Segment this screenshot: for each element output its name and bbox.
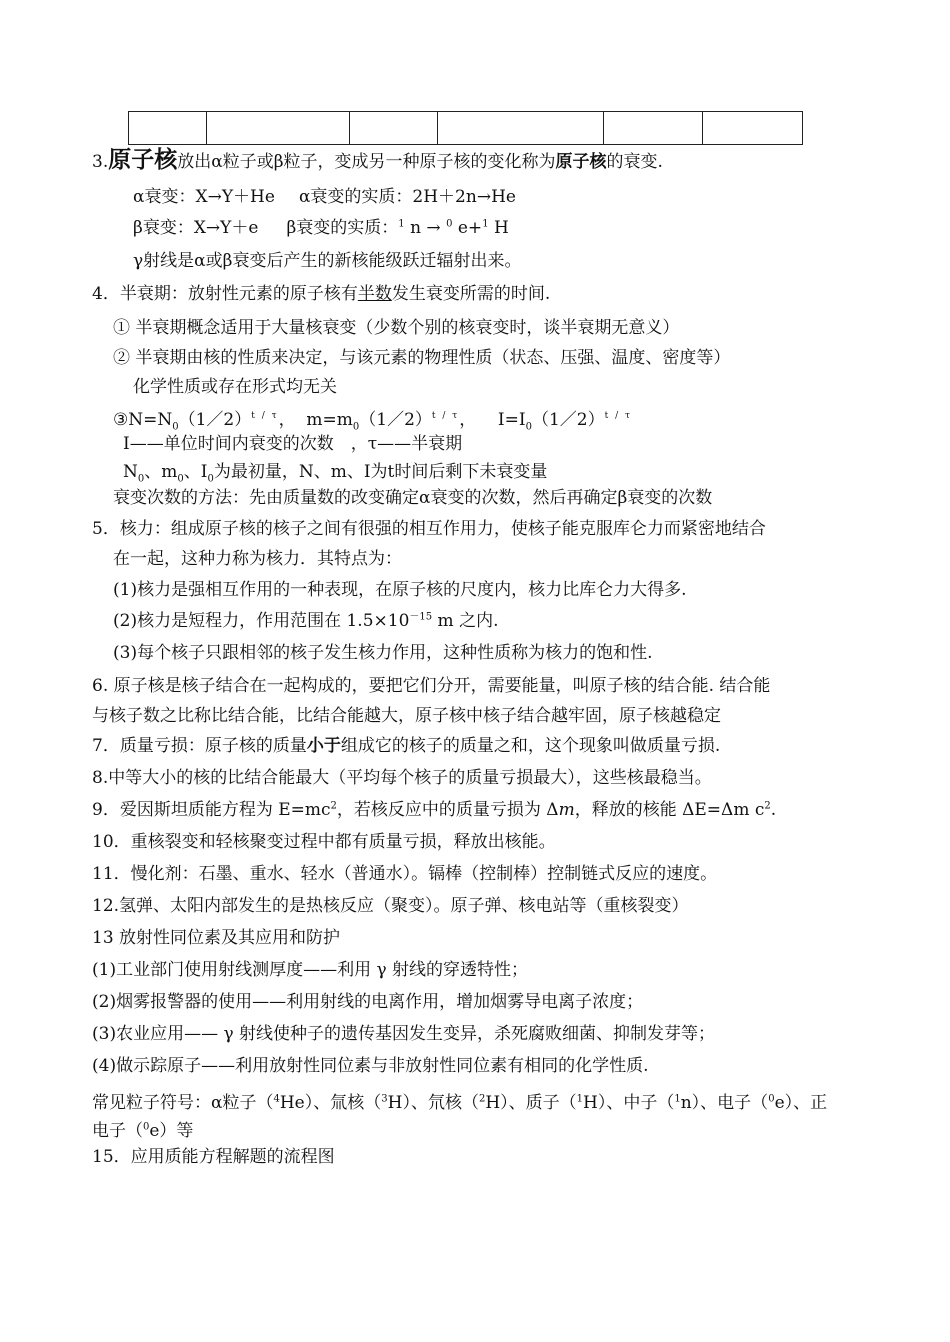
section-4-item-1: ① 半衰期概念适用于大量核衰变（少数个别的核衰变时，谈半衰期无意义）	[113, 318, 680, 338]
particle-symbols-line: 常见粒子符号：α粒子（$^4$He）、氚核（$^3$H）、氘核（$^2$H）、质子（$^1$H）、中子（$^1$n）、电子（$^0$e）、正	[92, 1093, 828, 1113]
section-5-cont: 在一起，这种力称为核力．其特点为：	[113, 549, 402, 569]
section-13-item-3: (3)农业应用—— γ 射线使种子的遗传基因发生变异，杀死腐败细菌、抑制发芽等；	[92, 1024, 716, 1044]
particle-symbols-cont: 电子（$^0$e）等	[92, 1121, 194, 1141]
beta-decay-line: β衰变：X→Y＋e β衰变的实质：$^1$ n → $^0$ e+$^1$ H	[133, 218, 509, 238]
table-cell	[129, 112, 207, 145]
section-8: 8.中等大小的核的比结合能最大（平均每个核子的质量亏损最大），这些核最稳当。	[92, 768, 712, 788]
section-5-item-1: (1)核力是强相互作用的一种表现，在原子核的尺度内，核力比库仑力大得多.	[113, 580, 687, 600]
section-3: 3.原子核放出α粒子或β粒子，变成另一种原子核的变化称为原子核的衰变.	[92, 147, 663, 173]
table-row	[129, 112, 803, 145]
section-13-item-2: (2)烟雾报警器的使用——利用射线的电离作用，增加烟雾导电离子浓度；	[92, 992, 644, 1012]
section-10: 10．重核裂变和轻核聚变过程中都有质量亏损，释放出核能。	[92, 832, 556, 852]
section-12: 12.氢弹、太阳内部发生的是热核反应（聚变）。原子弹、核电站等（重核裂变）	[92, 896, 689, 916]
half-life-formula: $③N=N_0(1/2)^{t / \tau}$， $m=m_0(1/2)^{t / \tau}$， $I=I_0(1/2)^{t / \tau}$	[113, 410, 632, 433]
section-4-item-2-cont: 化学性质或存在形式均无关	[133, 377, 337, 397]
section-4-item-2: ② 半衰期由核的性质来决定，与该元素的物理性质（状态、压强、温度、密度等）	[113, 348, 731, 368]
alpha-decay-line: α衰变：X→Y＋He α衰变的实质：2H＋2n→He	[133, 187, 516, 207]
section-6-cont: 与核子数之比称比结合能，比结合能越大，原子核中核子结合越牢固，原子核越稳定	[92, 706, 721, 726]
half-life-definitions: I——单位时间内衰变的次数 ，τ——半衰期	[123, 434, 463, 454]
section-13: 13 放射性同位素及其应用和防护	[92, 928, 341, 948]
section-15: 15．应用质能方程解题的流程图	[92, 1147, 335, 1167]
gamma-line: γ射线是α或β衰变后产生的新核能级跃迁辐射出来。	[133, 251, 522, 271]
section-13-item-1: (1)工业部门使用射线测厚度——利用 γ 射线的穿透特性；	[92, 960, 529, 980]
section-6: 6. 原子核是核子结合在一起构成的，要把它们分开，需要能量，叫原子核的结合能. 结合能	[92, 676, 771, 696]
table-cell	[703, 112, 803, 145]
table-cell	[207, 112, 350, 145]
section-5-item-3: (3)每个核子只跟相邻的核子发生核力作用，这种性质称为核力的饱和性.	[113, 643, 653, 663]
section-4: 4．半衰期：放射性元素的原子核有半数发生衰变所需的时间.	[92, 284, 551, 304]
section-11: 11．慢化剂：石墨、重水、轻水（普通水）。镉棒（控制棒）控制链式反应的速度。	[92, 864, 718, 884]
section-13-item-4: (4)做示踪原子——利用放射性同位素与非放射性同位素有相同的化学性质.	[92, 1056, 649, 1076]
section-9: 9．爱因斯坦质能方程为 $E=mc^2$，若核反应中的质量亏损为 Δm，释放的核能 ΔE=Δm $c^2$.	[92, 800, 777, 820]
table-cell	[350, 112, 438, 145]
table-cell	[604, 112, 703, 145]
section-5: 5．核力：组成原子核的核子之间有很强的相互作用力，使核子能克服库仑力而紧密地结合	[92, 519, 766, 539]
table-cell	[438, 112, 604, 145]
decay-count-method: 衰变次数的方法：先由质量数的改变确定α衰变的次数，然后再确定β衰变的次数	[113, 488, 713, 508]
table-fragment	[128, 111, 803, 145]
section-5-item-2: (2)核力是短程力，作用范围在 $1.5\times 10^{-15}$ m 之内.	[113, 611, 499, 631]
section-7: 7．质量亏损：原子核的质量小于组成它的核子的质量之和，这个现象叫做质量亏损.	[92, 736, 721, 756]
initial-quantities-line: $N_0$、$m_0$、$I_0$为最初量，N、m、I为t时间后剩下未衰变量	[123, 462, 548, 485]
